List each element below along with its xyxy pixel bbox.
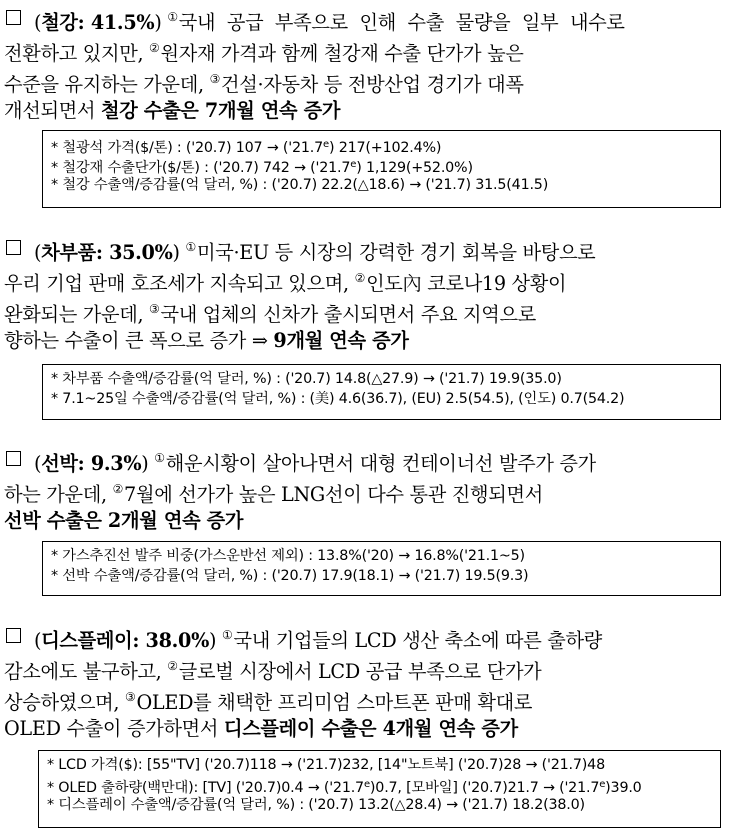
section-auto-parts xyxy=(0,232,731,407)
checkbox-icon[interactable] xyxy=(6,240,21,255)
section-display xyxy=(0,620,731,813)
section-ships xyxy=(0,443,731,584)
note-line: * LCD 가격($): [55"TV] ('20.7)118 → ('21.7)232, [14"노트북] ('20.7)28 → ('21.7)48 xyxy=(47,757,605,773)
note-line: * 디스플레이 수출액/증감률(억 달러, %) : ('20.7) 13.2(△28.4) → ('21.7) 18.2(38.0) xyxy=(47,797,585,813)
auto-parts-line-1: (차부품: 35.0%) ①미국·EU 등 시장의 강력한 경기 회복을 바탕으로 xyxy=(34,240,596,263)
note-line: * 가스추진선 발주 비중(가스운반선 제외) : 13.8%('20) → 16.8%('21.1~5) xyxy=(51,548,525,564)
steel-line-1: (철강: 41.5%) ①국내 공급 부족으로 인해 수출 물량을 일부 내수로 xyxy=(34,10,625,33)
checkbox-icon[interactable] xyxy=(6,451,21,466)
steel-paragraph xyxy=(0,2,731,126)
display-line-3: 상승하였으며, ③OLED를 채택한 프리미엄 스마트폰 판매 확대로 xyxy=(4,690,533,713)
steel-note-box xyxy=(42,130,721,208)
display-line-1: (디스플레이: 38.0%) ①국내 기업들의 LCD 생산 축소에 따른 출하량 xyxy=(34,628,602,651)
steel-pct: : 41.5% xyxy=(77,11,155,33)
auto-parts-line-3: 완화되는 가운데, ③국내 업체의 신차가 출시되면서 주요 지역으로 xyxy=(4,302,536,325)
note-line: * 차부품 수출액/증감률(억 달러, %) : ('20.7) 14.8(△27.9) → ('21.7) 19.9(35.0) xyxy=(51,371,562,387)
steel-line-4: 개선되면서 철강 수출은 7개월 연속 증가 xyxy=(4,99,341,122)
auto-parts-paragraph xyxy=(0,232,731,356)
display-line-4: OLED 수출이 증가하면서 디스플레이 수출은 4개월 연속 증가 xyxy=(4,717,518,740)
checkbox-icon[interactable] xyxy=(6,10,21,25)
checkbox-icon[interactable] xyxy=(6,628,21,643)
steel-line-2: 전환하고 있지만, ②원자재 가격과 함께 철강재 수출 단가가 높은 xyxy=(4,41,524,64)
ships-paragraph xyxy=(0,443,731,536)
section-steel xyxy=(0,2,731,193)
note-line: * OLED 출하량(백만대): [TV] ('20.7)0.4 → ('21.7$^e$)0.7, [모바일] ('20.7)21.7 → ('21.7$^e$)39.0 xyxy=(47,779,642,795)
note-line: * 철광석 가격($/톤) : ('20.7) 107 → ('21.7$^e$) 217(+102.4%) xyxy=(51,139,442,155)
ships-line-2: 하는 가운데, ②7월에 선가가 높은 LNG선이 다수 통관 진행되면서 xyxy=(4,482,543,505)
note-line: * 철강 수출액/증감률(억 달러, %) : ('20.7) 22.2(△18.6) → ('21.7) 31.5(41.5) xyxy=(51,177,549,193)
ships-line-3: 선박 수출은 2개월 연속 증가 xyxy=(4,509,244,532)
steel-label: 철강 xyxy=(41,11,78,33)
auto-parts-note-box xyxy=(42,364,721,420)
display-note-box xyxy=(38,750,721,828)
steel-line-3: 수준을 유지하는 가운데, ③건설·자동차 등 전방산업 경기가 대폭 xyxy=(4,72,524,95)
display-paragraph xyxy=(0,620,731,744)
auto-parts-line-2: 우리 기업 판매 호조세가 지속되고 있으며, ②인도內 코로나19 상황이 xyxy=(4,271,567,294)
ships-line-1: (선박: 9.3%) ①해운시황이 살아나면서 대형 컨테이너선 발주가 증가 xyxy=(34,451,596,474)
ships-note-box xyxy=(42,541,721,596)
auto-parts-line-4: 향하는 수출이 큰 폭으로 증가 ⇒ 9개월 연속 증가 xyxy=(4,329,409,352)
note-line: * 선박 수출액/증감률(억 달러, %) : ('20.7) 17.9(18.1) → ('21.7) 19.5(9.3) xyxy=(51,568,529,584)
display-line-2: 감소에도 불구하고, ②글로벌 시장에서 LCD 공급 부족으로 단가가 xyxy=(4,659,542,682)
note-line: * 철강재 수출단가($/톤) : ('20.7) 742 → ('21.7$^e$) 1,129(+52.0%) xyxy=(51,159,473,175)
note-line: * 7.1~25일 수출액/증감률(억 달러, %) : (美) 4.6(36.7), (EU) 2.5(54.5), (인도) 0.7(54.2) xyxy=(51,391,625,407)
